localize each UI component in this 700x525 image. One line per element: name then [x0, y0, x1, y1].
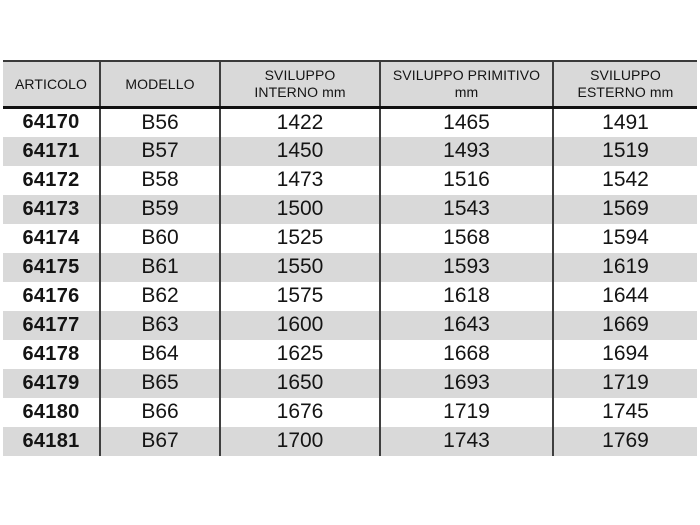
cell-sviluppo-primitivo: 1593 — [380, 253, 553, 282]
table-row — [3, 369, 697, 398]
cell-modello: B60 — [100, 224, 220, 253]
cell-sviluppo-primitivo: 1643 — [380, 311, 553, 340]
cell-sviluppo-esterno: 1594 — [553, 224, 697, 253]
cell-articolo: 64175 — [3, 253, 100, 282]
cell-sviluppo-esterno: 1694 — [553, 340, 697, 369]
cell-modello: B59 — [100, 195, 220, 224]
table-row — [3, 253, 697, 282]
cell-modello: B56 — [100, 108, 220, 137]
cell-sviluppo-interno: 1450 — [220, 137, 380, 166]
cell-articolo: 64177 — [3, 311, 100, 340]
cell-sviluppo-interno: 1625 — [220, 340, 380, 369]
cell-articolo: 64170 — [3, 108, 100, 137]
col-header-label: MODELLO — [125, 75, 195, 92]
table-row — [3, 224, 697, 253]
cell-sviluppo-interno: 1500 — [220, 195, 380, 224]
cell-articolo: 64171 — [3, 137, 100, 166]
cell-sviluppo-interno: 1700 — [220, 427, 380, 456]
cell-modello: B67 — [100, 427, 220, 456]
cell-sviluppo-interno: 1473 — [220, 166, 380, 195]
cell-sviluppo-esterno: 1491 — [553, 108, 697, 137]
header-row — [3, 61, 697, 108]
cell-sviluppo-esterno: 1542 — [553, 166, 697, 195]
table-row — [3, 108, 697, 137]
col-header-label: INTERNO mm — [254, 84, 346, 100]
col-header-sviluppo-primitivo — [380, 61, 553, 108]
cell-modello: B64 — [100, 340, 220, 369]
cell-sviluppo-interno: 1525 — [220, 224, 380, 253]
cell-sviluppo-primitivo: 1668 — [380, 340, 553, 369]
cell-modello: B62 — [100, 282, 220, 311]
table-row — [3, 398, 697, 427]
cell-sviluppo-interno: 1600 — [220, 311, 380, 340]
parts-table — [3, 60, 697, 456]
table-row — [3, 311, 697, 340]
cell-sviluppo-esterno: 1619 — [553, 253, 697, 282]
cell-articolo: 64180 — [3, 398, 100, 427]
cell-modello: B61 — [100, 253, 220, 282]
cell-sviluppo-primitivo: 1465 — [380, 108, 553, 137]
table-row — [3, 195, 697, 224]
table-row — [3, 282, 697, 311]
cell-sviluppo-primitivo: 1618 — [380, 282, 553, 311]
col-header-label: SVILUPPO PRIMITIVO — [392, 67, 541, 83]
table-row — [3, 166, 697, 195]
table-row — [3, 427, 697, 456]
cell-sviluppo-esterno: 1745 — [553, 398, 697, 427]
cell-sviluppo-interno: 1422 — [220, 108, 380, 137]
cell-sviluppo-primitivo: 1543 — [380, 195, 553, 224]
cell-sviluppo-primitivo: 1693 — [380, 369, 553, 398]
cell-articolo: 64179 — [3, 369, 100, 398]
col-header-sviluppo-interno — [220, 61, 380, 108]
cell-sviluppo-primitivo: 1568 — [380, 224, 553, 253]
cell-articolo: 64174 — [3, 224, 100, 253]
cell-sviluppo-interno: 1650 — [220, 369, 380, 398]
col-header-sviluppo-esterno — [553, 61, 697, 108]
col-header-modello — [100, 61, 220, 108]
col-header-label: mm — [454, 84, 479, 100]
cell-sviluppo-primitivo: 1743 — [380, 427, 553, 456]
cell-sviluppo-primitivo: 1719 — [380, 398, 553, 427]
cell-sviluppo-interno: 1550 — [220, 253, 380, 282]
cell-articolo: 64173 — [3, 195, 100, 224]
cell-modello: B57 — [100, 137, 220, 166]
cell-sviluppo-esterno: 1569 — [553, 195, 697, 224]
cell-articolo: 64181 — [3, 427, 100, 456]
col-header-label: SVILUPPO — [264, 67, 336, 83]
cell-modello: B66 — [100, 398, 220, 427]
cell-sviluppo-interno: 1575 — [220, 282, 380, 311]
col-header-label: ARTICOLO — [14, 75, 88, 92]
cell-sviluppo-esterno: 1719 — [553, 369, 697, 398]
cell-sviluppo-esterno: 1669 — [553, 311, 697, 340]
cell-modello: B63 — [100, 311, 220, 340]
table-row — [3, 137, 697, 166]
col-header-label: SVILUPPO — [590, 67, 661, 83]
col-header-label: ESTERNO mm — [577, 84, 674, 100]
table-row — [3, 340, 697, 369]
table-body — [3, 108, 697, 456]
cell-sviluppo-primitivo: 1516 — [380, 166, 553, 195]
cell-modello: B65 — [100, 369, 220, 398]
cell-articolo: 64178 — [3, 340, 100, 369]
cell-sviluppo-esterno: 1644 — [553, 282, 697, 311]
cell-modello: B58 — [100, 166, 220, 195]
cell-articolo: 64172 — [3, 166, 100, 195]
cell-sviluppo-interno: 1676 — [220, 398, 380, 427]
cell-articolo: 64176 — [3, 282, 100, 311]
cell-sviluppo-esterno: 1519 — [553, 137, 697, 166]
cell-sviluppo-primitivo: 1493 — [380, 137, 553, 166]
cell-sviluppo-esterno: 1769 — [553, 427, 697, 456]
col-header-articolo — [3, 61, 100, 108]
